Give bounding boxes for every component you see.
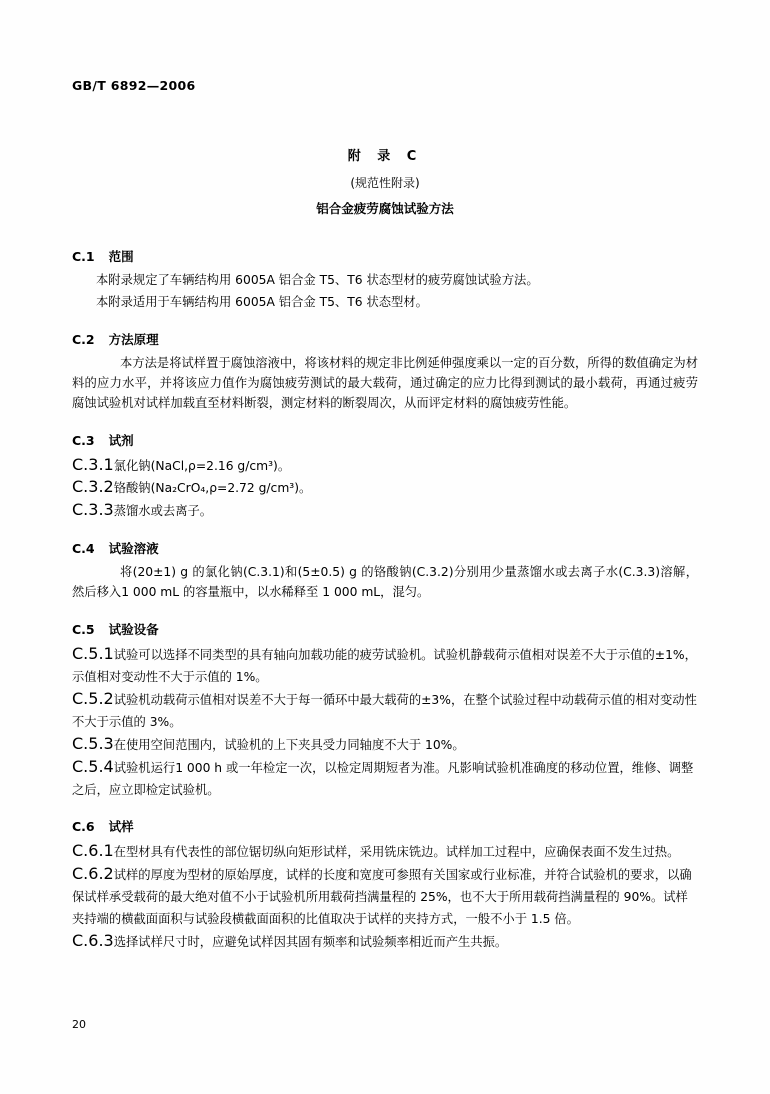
clause-number: C.5.1: [72, 644, 114, 664]
section-heading-c3: [72, 431, 698, 449]
clause-text: 试验可以选择不同类型的具有轴向加载功能的疲劳试验机。试验机静载荷示值相对误差不大于示值的±1%，示值相对变动性不大于示值的 1%。: [72, 648, 697, 684]
section-number-c1: C.1: [72, 249, 95, 264]
clause-number: C.5.2: [72, 688, 114, 708]
clause-text: 试验机运行1 000 h 或一年检定一次，以检定周期短者为准。凡影响试验机准确度的移动位置，维修、调整之后，应立即检定试验机。: [72, 760, 694, 797]
clause: [72, 734, 698, 756]
clause-number: C.6.1: [72, 841, 114, 861]
clause-number: C.5.4: [72, 756, 114, 776]
clause-text: 铬酸钠(Na₂CrO₄,ρ=2.72 g/cm³)。: [113, 481, 312, 496]
clause-text: 在型材具有代表性的部位锯切纵向矩形试样，采用铣床铣边。试样加工过程中，应确保表面不发生过热。: [113, 845, 680, 860]
clause: [72, 500, 698, 522]
standard-number-header: GB/T 6892—2006: [72, 78, 196, 93]
clause-text: 选择试样尺寸时，应避免试样因其固有频率和试验频率相近而产生共振。: [113, 935, 508, 950]
clause: [72, 644, 698, 688]
clause-number: C.3.3: [72, 500, 114, 520]
section-number-c5: C.5: [72, 622, 95, 638]
clause-number: C.5.3: [72, 733, 114, 753]
clause-number: C.3.1: [72, 454, 114, 474]
clause-text: 试样的厚度为型材的原始厚度，试样的长度和宽度可参照有关国家或行业标准，并符合试验机的要求，以确保试样承受载荷的最大绝对值不小于试验机所用载荷挡满量程的 25%，也不大于所用载荷挡满量程的 90%。试样夹持端的横截面面积与试验段横截面面积的比值取决于试样的夹持方式，一般不小于 1.5 倍。: [72, 868, 692, 927]
clause-text: 氯化钠(NaCl,ρ=2.16 g/cm³)。: [113, 458, 291, 473]
clause: [72, 864, 698, 930]
clause-number: C.3.2: [72, 477, 114, 497]
paragraph: 本附录规定了车辆结构用 6005A 铝合金 T5、T6 状态型材的疲劳腐蚀试验方法。: [96, 273, 539, 287]
section-title-c3: 试剂: [108, 432, 134, 448]
clause: [72, 757, 698, 801]
section-title-c1: 范围: [108, 249, 134, 264]
clause: [72, 931, 698, 953]
section-heading-c5: [72, 620, 698, 638]
section-heading-c2: [72, 330, 698, 348]
clause-number: C.6.2: [72, 864, 114, 884]
section-title-c2: 方法原理: [108, 331, 159, 347]
annex-subtitle: (规范性附录): [350, 176, 420, 190]
section-heading-c1: [72, 247, 698, 265]
clause-text: 蒸馏水或去离子。: [113, 504, 213, 519]
annex-name: 铝合金疲劳腐蚀试验方法: [316, 201, 454, 216]
page-number: 20: [72, 1018, 86, 1031]
clause: [72, 477, 698, 499]
section-title-c4: 试验溶液: [108, 541, 159, 557]
clause: [72, 841, 698, 863]
page-content: [72, 78, 698, 954]
section-heading-c6: [72, 817, 698, 835]
section-number-c3: C.3: [72, 432, 95, 448]
paragraph: 本方法是将试样置于腐蚀溶液中，将该材料的规定非比例延伸强度乘以一定的百分数，所得的数值确定为材料的应力水平，并将该应力值作为腐蚀疲劳测试的最大载荷，通过确定的应力比得到测试的最小载荷，再通过疲劳腐蚀试验机对试样加载直至材料断裂，测定材料的断裂周次，从而评定材料的腐蚀疲劳性能。: [72, 355, 698, 410]
section-title-c5: 试验设备: [108, 622, 159, 638]
section-number-c2: C.2: [72, 331, 95, 347]
clause: [72, 689, 698, 733]
clause-text: 在使用空间范围内，试验机的上下夹具受力同轴度不大于 10%。: [113, 737, 465, 752]
paragraph: 将(20±1) g 的氯化钠(C.3.1)和(5±0.5) g 的铬酸钠(C.3.2)分别用少量蒸馏水或去离子水(C.3.3)溶解，然后移入1 000 mL 的容量瓶中，以水稀释至 1 000 mL，混匀。: [72, 565, 698, 600]
annex-title: 附 录 C: [347, 149, 423, 164]
paragraph: 本附录适用于车辆结构用 6005A 铝合金 T5、T6 状态型材。: [96, 294, 428, 309]
section-title-c6: 试样: [108, 819, 134, 835]
section-number-c4: C.4: [72, 541, 95, 557]
clause-text: 试验机动载荷示值相对误差不大于每一循环中最大载荷的±3%，在整个试验过程中动载荷示值的相对变动性不大于示值的 3%。: [72, 692, 697, 729]
section-number-c6: C.6: [72, 819, 95, 835]
clause-number: C.6.3: [72, 931, 114, 951]
clause: [72, 455, 698, 477]
section-heading-c4: [72, 539, 698, 557]
